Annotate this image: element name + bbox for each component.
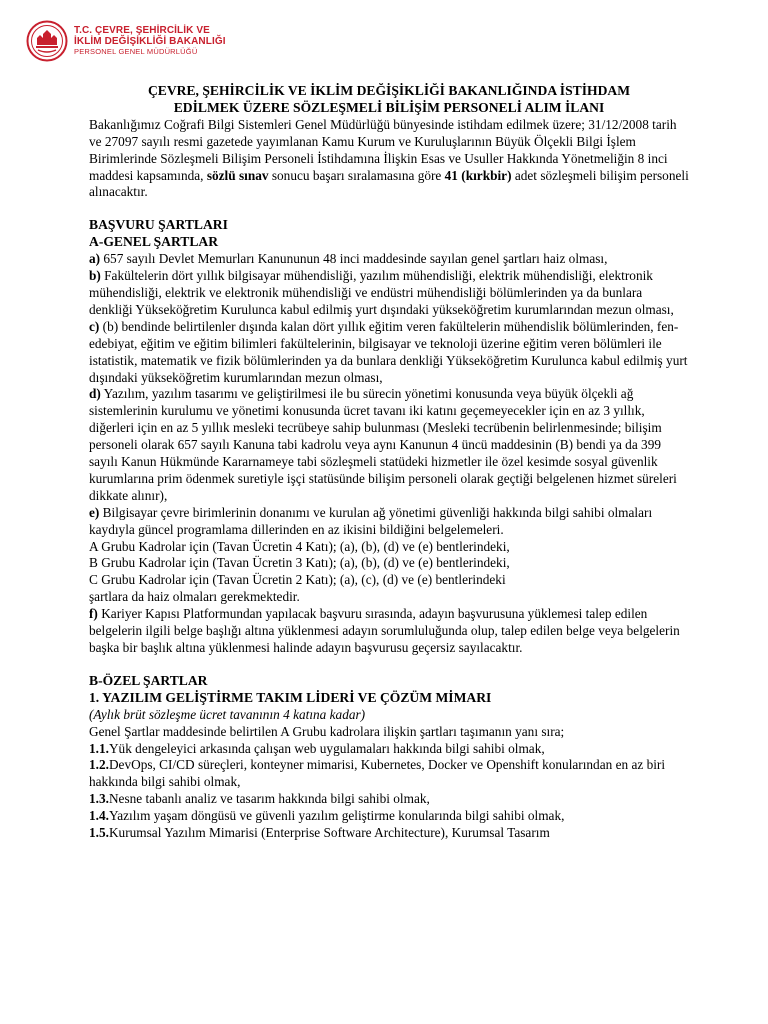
item-label: 1.1.: [89, 740, 109, 756]
ministry-seal-icon: [26, 20, 68, 62]
general-item-e: [89, 505, 689, 539]
group-line-b: B Grubu Kadrolar için (Tavan Ücretin 3 Katı); (a), (b), (d) ve (e) bentlerindeki,: [89, 555, 510, 571]
general-item-d: [89, 386, 689, 504]
group-line-a: A Grubu Kadrolar için (Tavan Ücretin 4 Katı); (a), (b), (d) ve (e) bentlerindeki,: [89, 538, 510, 554]
position-1-item-5: [89, 825, 689, 842]
item-label: a): [89, 251, 101, 267]
document-body: [89, 83, 689, 842]
position-1-title: 1. YAZILIM GELİŞTİRME TAKIM LİDERİ VE ÇÖZÜM MİMARI: [89, 689, 492, 705]
group-line-c: C Grubu Kadrolar için (Tavan Ücretin 2 Katı); (a), (c), (d) ve (e) bentlerindeki: [89, 572, 506, 588]
logo-line-3: PERSONEL GENEL MÜDÜRLÜĞÜ: [74, 47, 198, 56]
position-1-intro: Genel Şartlar maddesinde belirtilen A Grubu kadrolara ilişkin şartları taşımanın yanı sıra;: [89, 723, 565, 739]
item-label: c): [89, 318, 100, 334]
item-text: Kurumsal Yazılım Mimarisi (Enterprise Software Architecture), Kurumsal Tasarım: [108, 825, 550, 841]
title-line-1: ÇEVRE, ŞEHİRCİLİK VE İKLİM DEĞİŞİKLİĞİ BAKANLIĞINDA İSTİHDAM: [147, 83, 631, 98]
item-label: b): [89, 268, 101, 284]
intro-text-1: Bakanlığımız Coğrafi Bilgi Sistemleri Genel Müdürlüğü bünyesinde istihdam edilmek üzere; 31/12/2008 tarih ve 27097 sayılı resmi gazetede yayımlanan Kamu Kurum ve Kuruluşlarının Büyük Ölçekli Bilgi İşlem Birimlerinde Sözleşmeli Bilişim Personeli İstihdamına İlişkin Esas ve Usuller Hakkında Yönetmeliğin 8 inci maddesi kapsamında,: [89, 116, 677, 183]
position-1-item-2: [89, 757, 689, 791]
document-title: [89, 83, 689, 117]
position-1-item-4: [89, 808, 689, 825]
item-text: DevOps, CI/CD süreçleri, konteyner mimarisi, Kubernetes, Docker ve Openshift konularından en az biri hakkında bilgi sahibi olmak,: [89, 757, 666, 790]
intro-text-2: sonucu başarı sıralamasına göre: [271, 167, 442, 183]
item-text: Yazılım yaşam döngüsü ve güvenli yazılım geliştirme konularında bilgi sahibi olmak,: [108, 808, 565, 824]
general-item-a: [89, 251, 689, 268]
general-item-f: [89, 606, 689, 657]
item-text: Bilgisayar çevre birimlerinin donanımı ve kurulan ağ yönetimi güvenliği hakkında bilgi sahibi olmaları kaydıyla güncel programlama dillerinden en az ikisini bildiğini belgelemeleri.: [89, 504, 653, 537]
title-line-2: EDİLMEK ÜZERE SÖZLEŞMELİ BİLİŞİM PERSONELİ ALIM İLANI: [173, 99, 605, 115]
logo-line-2: İKLİM DEĞİŞİKLİĞİ BAKANLIĞI: [74, 36, 226, 47]
item-label: 1.3.: [89, 791, 109, 807]
item-label: f): [89, 606, 98, 622]
intro-bold-1: sözlü sınav: [206, 167, 269, 183]
position-1-item-3: [89, 791, 689, 808]
intro-bold-2: 41 (kırkbir): [444, 167, 512, 183]
item-text: Fakültelerin dört yıllık bilgisayar mühendisliği, yazılım mühendisliği, elektrik mühendisliği, elektronik mühendisliği, elektrik ve elektronik mühendisliği ve endüstri mühendisliği bölümlerinden ya da bunlara denkliği Yükseköğretim Kurulunca kabul edilmiş yurt dışındaki yükseköğretim kurumlarından mezun olması,: [89, 268, 674, 317]
item-text: Kariyer Kapısı Platformundan yapılacak başvuru sırasında, adayın başvurusuna yüklemesi talep edilen belgelerin ilgili belge başlığı altına yüklenmesi adayın sorumluluğunda olup, talep edilen belge veya belgelerin başka bir başlık altına yüklenmesi halinde adayın başvurusu geçersiz sayılacaktır.: [89, 606, 680, 655]
item-label: e): [89, 504, 100, 520]
item-label: 1.5.: [89, 825, 109, 841]
section-ozel-heading: B-ÖZEL ŞARTLAR: [89, 672, 208, 688]
general-item-c: [89, 319, 689, 387]
item-text: Yazılım, yazılım tasarımı ve geliştirilmesi ile bu sürecin yönetimi konusunda veya büyük ölçekli ağ sistemlerinin kurulumu ve yönetimi konusunda ücret tavanı iki katını geçemeyecekler için en az 3 yıllık, diğerleri için en az 5 yıllık mesleki tecrübeye sahip bulunması (Mesleki tecrübenin belirlenmesinde; bilişim personeli olarak 657 sayılı Kanuna tabi kadrolu veya aynı Kanunun 4 üncü maddesinin (B) bendi ya da 399 sayılı Kanun Hükmünde Kararnameye tabi sözleşmeli statüdeki hizmetler ile özel kesimde sosyal güvenlik kurumlarına prim ödenmek suretiyle işçi statüsünde bilişim personeli olarak geçtiği belgelenen hizmet süreleri dikkate alınır),: [89, 386, 677, 503]
general-item-b: [89, 268, 689, 319]
ministry-logo: [26, 20, 276, 62]
intro-text-3: adet sözleşmeli bilişim personeli alınacaktır.: [89, 167, 689, 200]
section-basvuru-heading: BAŞVURU ŞARTLARI: [89, 217, 228, 233]
intro-paragraph: [89, 117, 689, 202]
group-line-conclusion: şartlara da haiz olmaları gerekmektedir.: [89, 589, 300, 605]
item-text: Nesne tabanlı analiz ve tasarım hakkında bilgi sahibi olmak,: [108, 791, 430, 807]
position-1-item-1: [89, 741, 689, 758]
logo-line-1: T.C. ÇEVRE, ŞEHİRCİLİK VE: [74, 25, 210, 36]
item-label: 1.4.: [89, 808, 109, 824]
section-genel-heading: A-GENEL ŞARTLAR: [89, 234, 219, 250]
item-text: (b) bendinde belirtilenler dışında kalan dört yıllık eğitim veren fakültelerin mühendislik bölümlerinden, fen-edebiyat, eğitim ve eğitim bilimleri fakültelerinin, bilgisayar ve teknoloji üzerine eğitim veren bölümleri ile istatistik, matematik ve fizik bölümlerinden ya da bunlara denkliği Yükseköğretim Kurulunca kabul edilmiş yurt dışındaki yükseköğretim kurumlarından mezun olması,: [89, 318, 688, 385]
item-label: 1.2.: [89, 757, 109, 773]
item-text: Yük dengeleyici arkasında çalışan web uygulamaları hakkında bilgi sahibi olmak,: [108, 740, 545, 756]
item-label: d): [89, 386, 101, 402]
item-text: 657 sayılı Devlet Memurları Kanununun 48 inci maddesinde sayılan genel şartları haiz olması,: [103, 251, 608, 267]
position-1-subtitle: (Aylık brüt sözleşme ücret tavanının 4 katına kadar): [89, 706, 366, 722]
